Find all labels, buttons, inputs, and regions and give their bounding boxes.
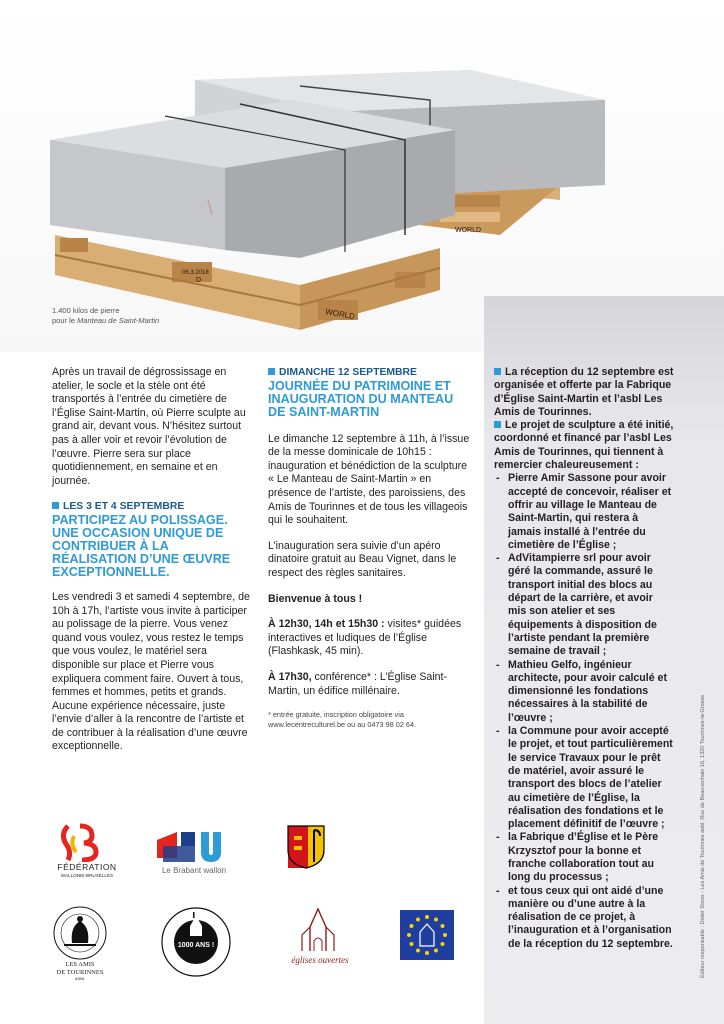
photo-caption bbox=[52, 306, 159, 326]
logo-brabant-wallon bbox=[155, 828, 235, 878]
visits-paragraph bbox=[268, 618, 470, 659]
brabant-mark-icon bbox=[155, 828, 235, 864]
square-bullet-icon bbox=[52, 502, 59, 509]
list-item: - Mathieu Gelfo, ingénieur architecte, pour avoir calculé et dimensionné les fondations nécessaires à la stabilité de l’œuvre ; bbox=[494, 659, 674, 725]
conference-text: conférence* : L’Église Saint-Martin, un édifice millénaire. bbox=[268, 670, 448, 697]
caption-italic: Manteau de Saint-Martin bbox=[77, 316, 160, 325]
square-bullet-icon bbox=[494, 368, 501, 375]
column-polissage bbox=[52, 366, 252, 766]
headline-polissage: PARTICIPEZ AU POLISSAGE. UNE OCCASION UNIQUE DE CONTRIBUER À LA RÉALISATION D’UNE ŒUVRE EXCEPTIONNELLE. bbox=[52, 512, 231, 579]
intro-paragraph: Après un travail de dégrossissage en atelier, le socle et la stèle ont été transportés à l’entrée du cimetière de l’Église Saint-Martin, où Pierre sculpte au grand air, devant vous. N’hésitez surtout pas à aller voir et revoir l’évolution de l’œuvre. Pierre sera sur place quotidiennement, en semaine et en journée. bbox=[52, 366, 246, 487]
church-outline-icon bbox=[284, 905, 356, 955]
pallet-stamp-b: WORLD bbox=[455, 227, 482, 234]
headline-inauguration: JOURNÉE DU PATRIMOINE ET INAUGURATION DU MANTEAU DE SAINT-MARTIN bbox=[268, 378, 454, 419]
polissage-paragraph: Les vendredi 3 et samedi 4 septembre, de 10h à 17h, l’artiste vous invite à participer au polissage de la pierre. Vous venez quand vous voulez, vous restez le temps que vous voulez, le matériel sera disponible sur place et Pierre vous expliquera comment faire. Ouvert à tous, femmes et hommes, petits et grands. Aucune expérience nécessaire, juste l’envie d’aller à la rencontre de l’artiste et de contribuer à la réalisation d’une œuvre exceptionnelle. bbox=[52, 590, 250, 753]
square-bullet-icon bbox=[494, 421, 501, 428]
logo-eglises-ouvertes bbox=[284, 905, 356, 971]
saint-martin-seal-icon bbox=[42, 905, 118, 961]
list-item: - et tous ceux qui ont aidé d’une manière ou d’une autre à la réalisation de ce projet, à l’inauguration et à l’organisation de la réception du 12 septembre. bbox=[494, 885, 674, 951]
eglises-label: églises ouvertes bbox=[291, 955, 349, 965]
shield-icon bbox=[286, 824, 326, 870]
visits-text: visites* guidées interactives et ludiques de l’Église (Flashkask, 45 min). bbox=[268, 618, 462, 658]
caption-line1: 1.400 kilos de pierre bbox=[52, 306, 120, 315]
apero-paragraph: L’inauguration sera suivie d’un apéro dinatoire gratuit au Beau Vignet, dans le respect des règles sanitaires. bbox=[268, 539, 457, 579]
federation-mark-icon bbox=[52, 822, 122, 862]
conference-time: À 17h30, bbox=[268, 670, 312, 683]
list-item: - la Fabrique d’Église et le Père Krzysztof pour la bonne et franche collaboration tout au long du processus ; bbox=[494, 831, 674, 884]
thanks-intro-paragraph: Le projet de sculpture a été initié, coordonné et financé par l’asbl Les Amis de Tourinnes, qui tiennent à remercier chaleureusement : bbox=[494, 419, 674, 472]
date-kicker-2 bbox=[268, 366, 470, 380]
eu-stars-icon bbox=[400, 910, 454, 960]
amis-line1: LES AMIS bbox=[65, 961, 95, 968]
reception-paragraph: La réception du 12 septembre est organisée et offerte par la Fabrique d’Église Saint-Martin et l’asbl Les Amis de Tourinnes. bbox=[494, 366, 674, 418]
brabant-label: Le Brabant wallon bbox=[161, 866, 227, 875]
list-item: - la Commune pour avoir accepté le projet, et tout particulièrement le service Travaux pour le prêt de matériel, avoir assuré le transport des blocs de l’atelier au cimetière de l’Église, la réalisation des fondations et le placement définitif de l’œuvre ; bbox=[494, 725, 674, 831]
footnote: * entrée gratuite, inscription obligatoire via www.lecentreculturel.be ou au 0473 98 02 64. bbox=[268, 710, 417, 730]
list-item: - Pierre Amir Sassone pour avoir accepté de concevoir, réaliser et offrir au village le Manteau de Saint-Martin, qui restera à jamais installé à l’entrée du cimetière de l’Église ; bbox=[494, 472, 674, 552]
caption-prefix: pour le bbox=[52, 316, 78, 325]
logo-1000-ans bbox=[160, 906, 232, 978]
pallet-stamp-a: WORLD bbox=[324, 307, 356, 322]
logo-amis-de-tourinnes bbox=[42, 905, 118, 981]
pallet-stamp-c: 06.3.2018 bbox=[182, 270, 209, 276]
column-inauguration bbox=[268, 366, 470, 742]
mille-center: 1000 ANS ! bbox=[177, 942, 215, 949]
logo-coat-of-arms bbox=[286, 824, 326, 870]
visits-time: À 12h30, 14h et 15h30 : bbox=[268, 618, 385, 631]
logo-european-union bbox=[400, 910, 454, 960]
list-item: - AdVitampierre srl pour avoir géré la commande, assuré le transport initial des blocs au départ de la carrière, et avoir mis son atelier et ses équipements à disposition de l’artiste pendant la première semaine de travail ; bbox=[494, 552, 674, 658]
welcome-line: Bienvenue à tous ! bbox=[268, 592, 363, 605]
federation-line2: WALLONIE-BRUXELLES bbox=[60, 873, 114, 878]
date-kicker-1 bbox=[52, 500, 252, 514]
federation-line1: FÉDÉRATION bbox=[57, 862, 117, 872]
square-bullet-icon bbox=[268, 368, 275, 375]
pallet-stamp-d: D bbox=[196, 277, 202, 284]
logo-federation-wallonie-bruxelles bbox=[52, 822, 122, 884]
caption-line2 bbox=[52, 316, 159, 326]
inauguration-paragraph: Le dimanche 12 septembre à 11h, à l’issue de la messe dominicale de 10h15 : inauguration et bénédiction de la sculpture « Le Manteau de Saint-Martin » en présence de l’artiste, des paroissiens, des Amis de Tourinnes et de tous les villageois qui le souhaitent. bbox=[268, 432, 470, 527]
publisher-imprint: Éditeur responsable : Didier Dizoo - Les Amis de Tourinnes asbl, Rue de Beauvechain 16, 1320 Tourinnes-la-Grosse bbox=[700, 694, 706, 978]
kicker-text: DIMANCHE 12 SEPTEMBRE bbox=[279, 367, 417, 378]
kicker-text: LES 3 ET 4 SEPTEMBRE bbox=[63, 501, 185, 513]
amis-line3: ASBL bbox=[74, 976, 86, 981]
column-remerciements bbox=[494, 366, 674, 951]
amis-line2: DE TOURINNES bbox=[56, 969, 104, 976]
conference-paragraph bbox=[268, 671, 470, 698]
thanks-list bbox=[494, 472, 674, 951]
